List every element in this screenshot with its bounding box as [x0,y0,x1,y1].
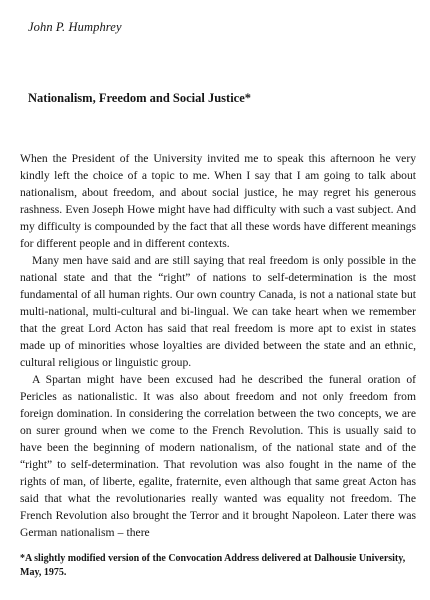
paragraph: Many men have said and are still saying that real freedom is only possible in the national state and that the “right” of nations to self-determination is the most fundamental of all human rights. Our own country Canada, is not a national state but multi-national, multi-cultural and bi-lingual. We can take heart when we remember that the great Lord Acton has said that real freedom is more apt to exist in states made up of minorities whose loyalties are divided between the state and an ethnic, cultural religious or linguistic group. [20,254,416,369]
author-name: John P. Humphrey [28,20,122,34]
footnote: *A slightly modified version of the Convocation Address delivered at Dalhousie University, May, 1975. [20,553,406,578]
paragraph: A Spartan might have been excused had he described the funeral oration of Pericles as nationalistic. It was also about freedom and not only freedom from foreign domination. In considering the correlation between the two concepts, we are on surer ground when we come to the French Revolution. This is usually said to have been the beginning of modern nationalism, of the national state and of the “right” to self-determination. That revolution was also fought in the name of the rights of man, of liberte, egalite, fraternite, even although that same great Acton has said that what the revolutionaries really wanted was equality not freedom. The French Revolution also brought the Terror and it brought Napoleon. Later there was German nationalism – there [20,373,416,539]
article-title: Nationalism, Freedom and Social Justice* [28,91,252,105]
article-body [20,150,416,541]
paragraph: When the President of the University invited me to speak this afternoon he very kindly left the choice of a topic to me. When I say that I am going to talk about nationalism, about freedom, and about social justice, he may regret his generous rashness. Even Joseph Howe might have had difficulty with such a vast subject. And my difficulty is compounded by the fact that all these words have different meanings for different people and in different contexts. [20,152,416,250]
